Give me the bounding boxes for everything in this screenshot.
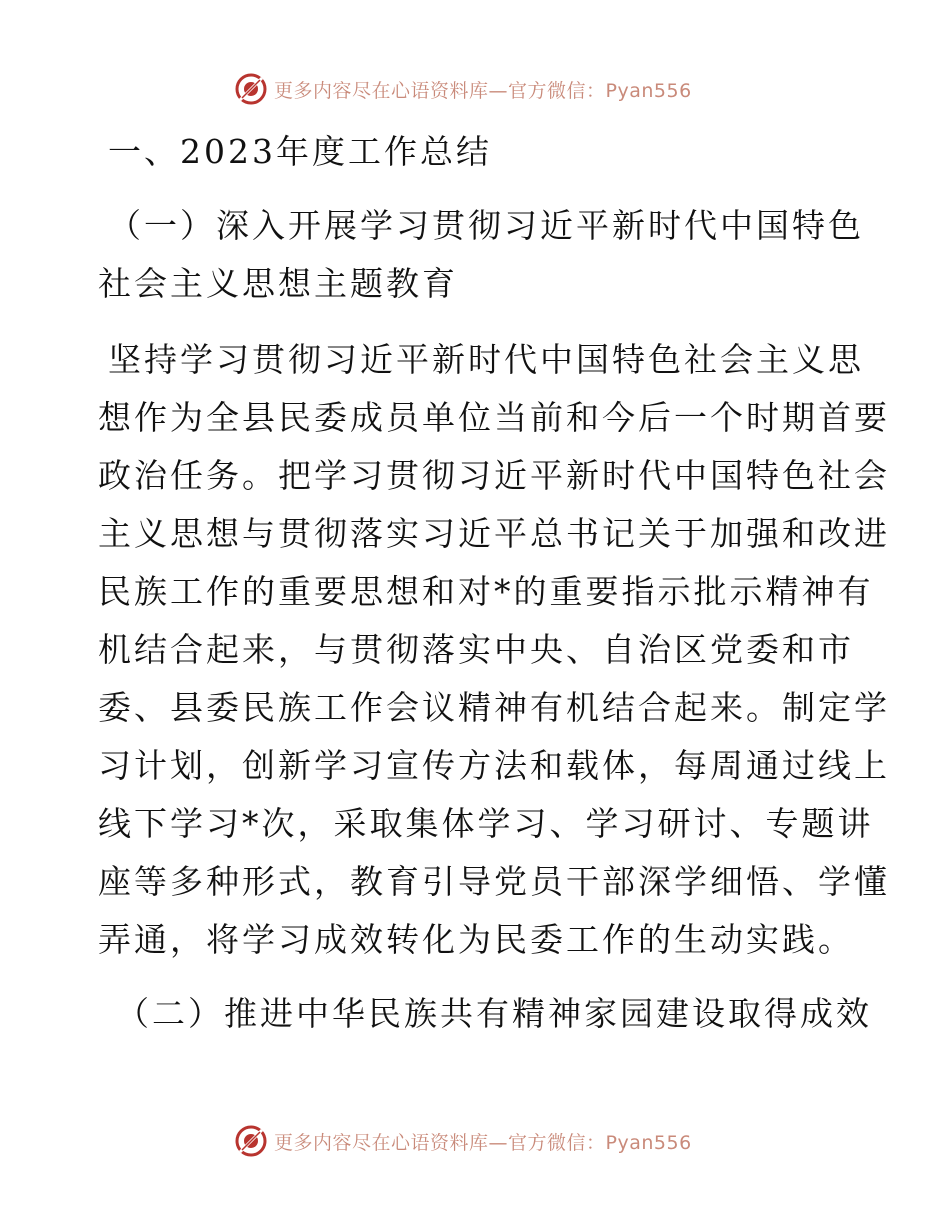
paragraph-line: 委、县委民族工作会议精神有机结合起来。制定学 <box>98 688 890 727</box>
paragraph-line: 线下学习*次，采取集体学习、学习研讨、专题讲 <box>98 804 874 843</box>
paragraph-line: 政治任务。把学习贯彻习近平新时代中国特色社会 <box>98 456 890 495</box>
paragraph-line: 主义思想与贯彻落实习近平总书记关于加强和改进 <box>98 514 890 553</box>
logo-icon <box>234 1124 268 1158</box>
paragraph-line: 弄通，将学习成效转化为民委工作的生动实践。 <box>98 920 854 959</box>
paragraph-line: 想作为全县民委成员单位当前和今后一个时期首要 <box>98 398 890 437</box>
paragraph-line: 习计划，创新学习宣传方法和载体，每周通过线上 <box>98 746 890 785</box>
section2-title: （二）推进中华民族共有精神家园建设取得成效 <box>116 994 872 1033</box>
paragraph-line: 机结合起来，与贯彻落实中央、自治区党委和市 <box>98 630 854 669</box>
watermark-footer <box>234 1124 714 1158</box>
paragraph-line: 座等多种形式，教育引导党员干部深学细悟、学懂 <box>98 862 890 901</box>
logo-icon <box>234 72 268 106</box>
watermark-text: 更多内容尽在心语资料库—官方微信：Pyan556 <box>274 79 692 102</box>
paragraph-line: 坚持学习贯彻习近平新时代中国特色社会主义思 <box>108 340 864 379</box>
section1-title-line: 社会主义思想主题教育 <box>98 264 458 303</box>
paragraph-line: 民族工作的重要思想和对*的重要指示批示精神有 <box>98 572 874 611</box>
section1-title-line: （一）深入开展学习贯彻习近平新时代中国特色 <box>108 206 864 245</box>
page-heading: 一、2023年度工作总结 <box>108 132 492 171</box>
watermark-text: 更多内容尽在心语资料库—官方微信：Pyan556 <box>274 1131 692 1154</box>
watermark-header <box>234 72 714 106</box>
